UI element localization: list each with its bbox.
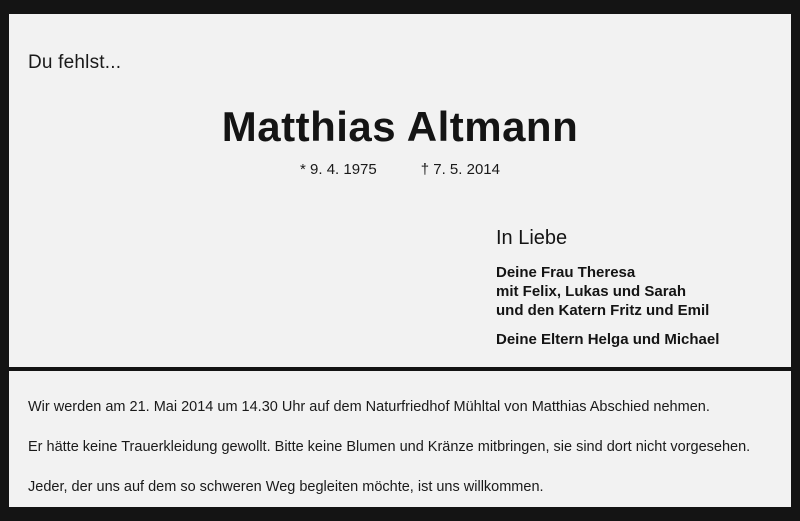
deceased-name: Matthias Altmann (221, 103, 579, 150)
dedication-line: Deine Eltern Helga und Michael (496, 331, 720, 348)
memorial-section (9, 14, 791, 367)
body-paragraph: Jeder, der uns auf dem so schweren Weg begleiten möchte, ist uns willkommen. (28, 479, 544, 495)
birth-date: * 9. 4. 1975 (300, 161, 377, 178)
dedication-line: mit Felix, Lukas und Sarah (496, 283, 687, 300)
life-dates (9, 161, 791, 178)
body-text (28, 397, 776, 498)
body-paragraph: Wir werden am 21. Mai 2014 um 14.30 Uhr auf dem Naturfriedhof Mühltal von Matthias Abschied nehmen. (28, 399, 710, 415)
dedication-lead: In Liebe (496, 227, 568, 249)
dedication-line: Deine Frau Theresa (496, 264, 636, 281)
dedication-line: und den Katern Fritz und Emil (496, 302, 710, 319)
border-right (791, 0, 800, 521)
kicker-text: Du fehlst... (28, 52, 122, 73)
border-left (0, 0, 9, 521)
notice-inner (9, 14, 791, 507)
death-date: † 7. 5. 2014 (420, 161, 500, 178)
dedication-block (496, 227, 776, 349)
funeral-details-section (9, 371, 791, 507)
border-top (0, 0, 800, 14)
border-bottom (0, 507, 800, 521)
body-paragraph: Er hätte keine Trauerkleidung gewollt. Bitte keine Blumen und Kränze mitbringen, sie sind dort nicht vorgesehen. (28, 439, 751, 455)
